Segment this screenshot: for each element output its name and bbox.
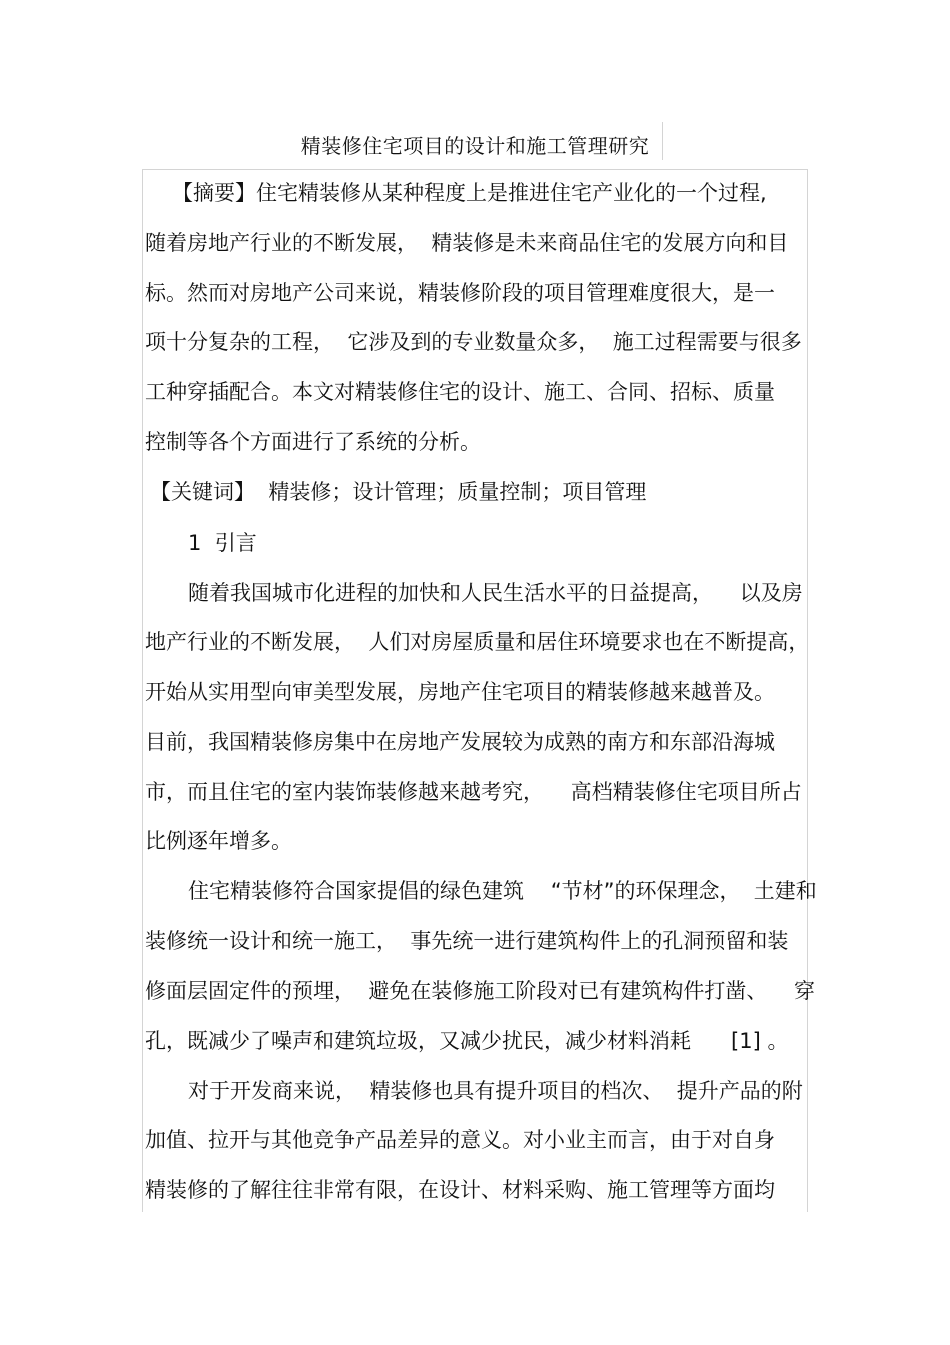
intro-para3-line-1: 对于开发商来说， 精装修也具有提升项目的档次、 提升产品的附 — [188, 1079, 803, 1103]
intro-para1-line-6: 比例逐年增多。 — [145, 829, 292, 853]
intro-para1-line-1: 随着我国城市化进程的加快和人民生活水平的日益提高， 以及房 — [188, 581, 803, 605]
abstract-line-1: 【摘要】住宅精装修从某种程度上是推进住宅产业化的一个过程, — [172, 181, 767, 205]
intro-para1-line-2: 地产行业的不断发展， 人们对房屋质量和居住环境要求也在不断提高， — [145, 630, 810, 654]
intro-para2-line-3: 修面层固定件的预埋， 避免在装修施工阶段对已有建筑构件打凿、 穿 — [145, 979, 816, 1003]
abstract-line-2: 随着房地产行业的不断发展， 精装修是未来商品住宅的发展方向和目 — [145, 231, 789, 255]
intro-para1-line-5: 市，而且住宅的室内装饰装修越来越考究， 高档精装修住宅项目所占 — [145, 780, 802, 804]
page-divider-horizontal — [142, 169, 808, 170]
page-border-left — [142, 169, 143, 1212]
intro-para3-line-2: 加值、拉开与其他竞争产品差异的意义。对小业主而言，由于对自身 — [145, 1128, 775, 1152]
intro-para3-line-3: 精装修的了解往往非常有限，在设计、材料采购、施工管理等方面均 — [145, 1178, 775, 1202]
intro-para1-line-3: 开始从实用型向审美型发展，房地产住宅项目的精装修越来越普及。 — [145, 680, 775, 704]
intro-para2-line-2: 装修统一设计和统一施工， 事先统一进行建筑构件上的孔洞预留和装 — [145, 929, 789, 953]
abstract-line-6: 控制等各个方面进行了系统的分析。 — [145, 430, 481, 454]
section-heading-introduction: 1 引言 — [188, 531, 257, 555]
abstract-line-3: 标。然而对房地产公司来说，精装修阶段的项目管理难度很大，是一 — [145, 281, 775, 305]
keywords-line: 【关键词】 精装修；设计管理；质量控制；项目管理 — [150, 480, 647, 504]
intro-para2-line-4: 孔，既减少了噪声和建筑垃圾，又减少扰民，减少材料消耗 [1] 。 — [145, 1029, 789, 1053]
intro-para1-line-4: 目前，我国精装修房集中在房地产发展较为成熟的南方和东部沿海城 — [145, 730, 775, 754]
abstract-line-4: 项十分复杂的工程， 它涉及到的专业数量众多， 施工过程需要与很多 — [145, 330, 802, 354]
intro-para2-line-1: 住宅精装修符合国家提倡的绿色建筑 “节材”的环保理念， 土建和 — [188, 879, 817, 903]
page-border-right — [807, 169, 808, 1212]
paper-title: 精装修住宅项目的设计和施工管理研究 — [300, 134, 650, 158]
abstract-line-5: 工种穿插配合。本文对精装修住宅的设计、施工、合同、招标、质量 — [145, 380, 775, 404]
